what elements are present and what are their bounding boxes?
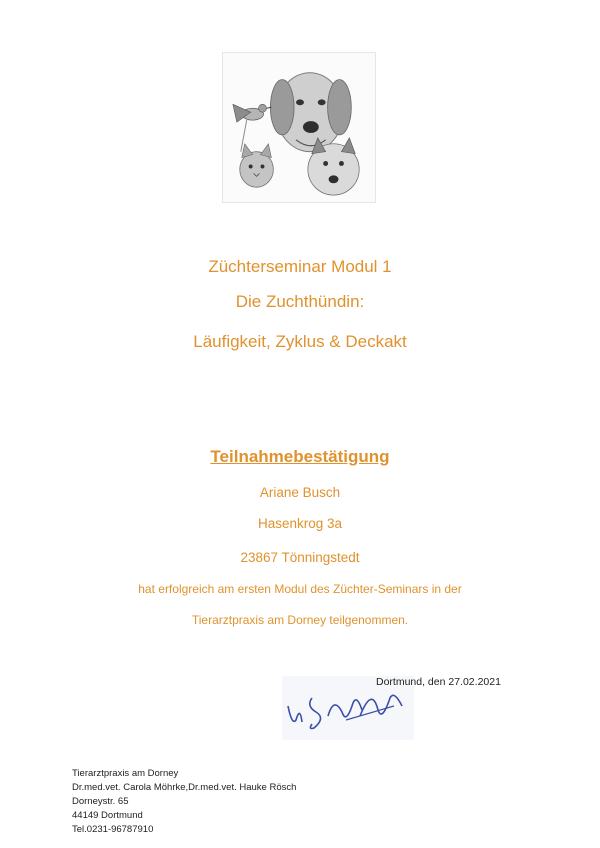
statement-line-2: Tierarztpraxis am Dorney teilgenommen. (191, 613, 409, 627)
footer-doctors: Dr.med.vet. Carola Möhrke,Dr.med.vet. Hauke Rösch (72, 782, 297, 793)
practice-footer (72, 767, 296, 837)
participant-street: Hasenkrog 3a (257, 516, 343, 531)
certificate-heading: Teilnahmebestätigung (210, 447, 390, 466)
seminar-topic: Läufigkeit, Zyklus & Deckakt (193, 332, 407, 351)
participant-city: 23867 Tönningstedt (240, 550, 360, 565)
footer-street: Dorneystr. 65 (72, 796, 129, 807)
seminar-title: Züchterseminar Modul 1 (208, 257, 392, 276)
footer-practice-name: Tierarztpraxis am Dorney (72, 768, 179, 779)
statement-line-1: hat erfolgreich am ersten Modul des Züchter-Seminars in der (138, 582, 462, 596)
footer-city: 44149 Dortmund (72, 810, 143, 821)
pet-sketch-logo-icon (222, 52, 376, 203)
participant-name: Ariane Busch (259, 485, 341, 500)
place-date: Dortmund, den 27.02.2021 (376, 676, 501, 688)
footer-phone: Tel.0231-96787910 (72, 824, 154, 835)
seminar-subtitle: Die Zuchthündin: (235, 292, 365, 311)
